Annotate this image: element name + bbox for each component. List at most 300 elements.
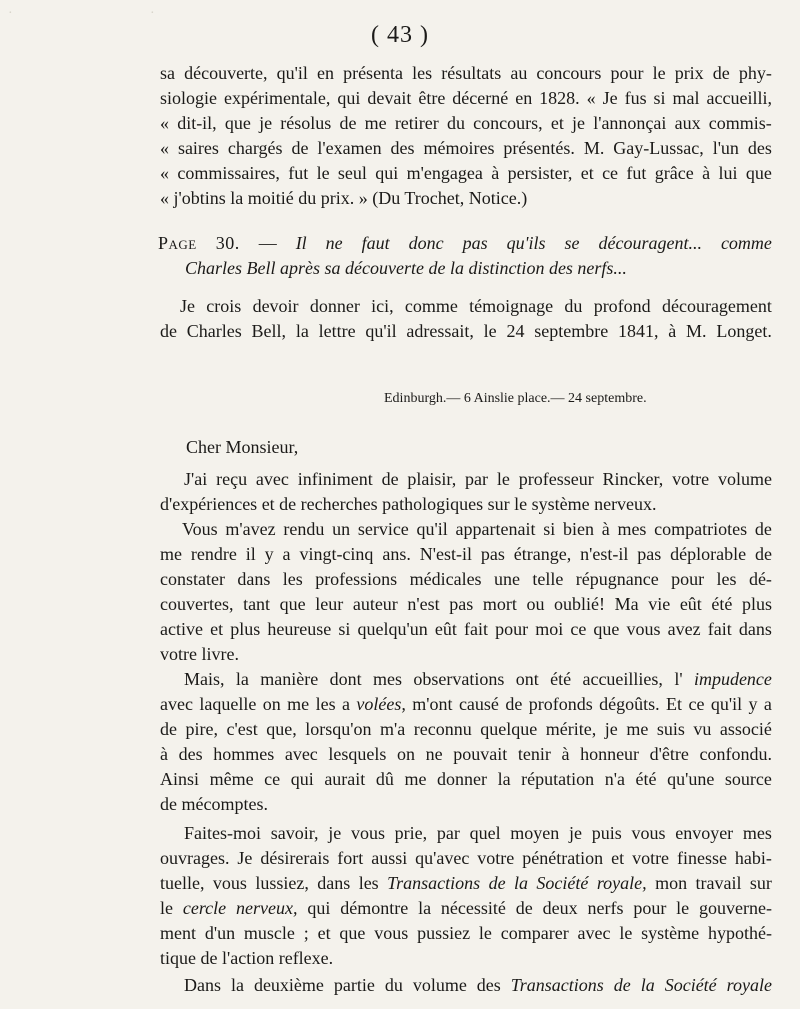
text-word: tuelle, <box>160 873 205 893</box>
text-word: une <box>493 569 520 589</box>
text-word: concours <box>536 63 602 83</box>
text-word: présentés. <box>503 138 575 158</box>
text-word: ce <box>570 619 587 639</box>
text-word: c'est <box>226 719 258 739</box>
text-word: de <box>515 898 533 918</box>
text-word: de <box>505 694 523 714</box>
text-word: a <box>282 544 291 564</box>
text-word: telle <box>532 569 564 589</box>
text-word: on <box>262 694 281 714</box>
text-word: on <box>397 744 416 764</box>
text-line <box>160 897 772 919</box>
text-word: lettre <box>318 321 356 341</box>
text-word: par <box>465 469 489 489</box>
text-word: ou <box>526 594 545 614</box>
text-word: « <box>586 88 596 108</box>
text-word: été <box>635 769 657 789</box>
text-word: que <box>593 619 620 639</box>
text-word: dé- <box>748 569 772 589</box>
text-word: reconnu <box>413 719 472 739</box>
text-word: bien <box>562 519 594 539</box>
text-word: et <box>317 923 331 943</box>
text-word: des <box>747 138 772 158</box>
text-word: nerfs <box>587 898 624 918</box>
text-word: phy- <box>738 63 772 83</box>
text-word: dégoûts. <box>599 694 660 714</box>
text-word: pas <box>480 544 505 564</box>
text-word: vous <box>626 619 661 639</box>
text-word: vu <box>693 719 712 739</box>
text-word: le <box>496 469 510 489</box>
text-word: quelque <box>480 719 538 739</box>
text-word: vie <box>648 594 671 614</box>
text-word: pouvait <box>453 744 508 764</box>
text-word: saires <box>177 138 219 158</box>
text-word: plus <box>741 594 772 614</box>
text-word: fut <box>626 163 647 183</box>
text-word: me <box>404 769 427 789</box>
text-word: découragement <box>661 296 772 316</box>
text-word: accueilli, <box>706 88 772 108</box>
text-word: deux <box>542 898 578 918</box>
text-word: un <box>332 519 351 539</box>
text-word: en <box>316 63 334 83</box>
text-line <box>160 618 772 640</box>
text-segment: d'expériences et de recherches pathologiques sur le système nerveux. <box>160 494 657 514</box>
text-word: royale, <box>596 873 647 893</box>
text-word: Je <box>237 848 253 868</box>
text-word: mérite, <box>545 719 597 739</box>
text-word: du <box>446 113 465 133</box>
text-word: du <box>564 296 583 316</box>
text-word: 24 <box>506 321 525 341</box>
text-word: professeur <box>518 469 594 489</box>
text-word: résultats <box>441 63 502 83</box>
text-word: Et <box>666 694 683 714</box>
text-word: ce <box>688 694 705 714</box>
text-word: Page <box>158 233 197 253</box>
text-word: cercle <box>182 898 227 918</box>
text-line <box>160 162 772 184</box>
edge-mark: · <box>150 6 155 21</box>
text-word: Ma <box>614 594 639 614</box>
text-word: de <box>160 321 177 341</box>
text-word: je <box>569 823 583 843</box>
text-word: témoignage <box>469 296 554 316</box>
text-word: qu'ils <box>506 233 546 253</box>
text-word: décerné <box>452 88 509 108</box>
text-word: Bell, <box>251 321 287 341</box>
text-word: mort <box>482 594 517 614</box>
edge-mark: · <box>8 6 13 21</box>
text-word: nécessité <box>440 898 506 918</box>
text-line <box>160 568 772 590</box>
text-word: aussi <box>371 848 408 868</box>
text-word: avez <box>667 619 701 639</box>
text-word: adressait, <box>406 321 474 341</box>
text-word: mémoires <box>423 138 495 158</box>
text-word: commissaires, <box>177 163 280 183</box>
text-word: de <box>754 544 772 564</box>
text-word: oublié! <box>554 594 606 614</box>
text-word: reçu <box>216 469 248 489</box>
text-line <box>160 187 527 209</box>
text-word: fait <box>707 619 732 639</box>
text-word: moyen <box>510 823 560 843</box>
text-word: présenta <box>343 63 404 83</box>
text-word: gouverne- <box>699 898 772 918</box>
text-word: associé <box>719 719 772 739</box>
text-line <box>184 822 772 844</box>
text-word: de <box>291 138 309 158</box>
text-word: je <box>572 113 586 133</box>
text-word: Rincker, <box>602 469 664 489</box>
text-word: se <box>564 233 580 253</box>
text-word: 1828. <box>539 88 580 108</box>
text-word: eût <box>434 619 457 639</box>
text-word: ce <box>264 769 281 789</box>
text-word: pas <box>462 233 488 253</box>
text-line <box>160 593 772 615</box>
text-word: et <box>550 113 564 133</box>
text-word: comme <box>720 233 772 253</box>
text-word: Société <box>536 873 589 893</box>
text-word: je <box>328 823 342 843</box>
text-line <box>160 793 268 815</box>
text-word: a <box>341 694 350 714</box>
text-segment: de mécomptes. <box>160 794 268 814</box>
text-word: votre <box>632 848 670 868</box>
text-word: nerveux, <box>236 898 298 918</box>
text-word: expérimentale, <box>223 88 331 108</box>
text-word: étrange, <box>513 544 572 564</box>
text-word: le <box>160 898 173 918</box>
text-word: volume <box>412 975 467 995</box>
text-word: de <box>488 873 506 893</box>
text-word: — <box>258 233 277 253</box>
text-word: professions <box>315 569 398 589</box>
text-word: et <box>210 619 224 639</box>
text-word: réputation <box>521 769 595 789</box>
text-word: infiniment <box>297 469 373 489</box>
text-word: n'est <box>407 594 440 614</box>
text-word: finesse <box>676 848 727 868</box>
text-word: à <box>668 321 677 341</box>
text-word: votre <box>477 848 515 868</box>
text-word: pour <box>671 569 705 589</box>
text-word: donc <box>408 233 444 253</box>
text-word: quel <box>469 823 501 843</box>
text-word: donner <box>437 769 488 789</box>
text-segment: « j'obtins la moitié du prix. » (Du Trochet, Notice.) <box>160 188 528 208</box>
text-word: si <box>338 619 351 639</box>
text-word: y <box>748 694 758 714</box>
text-word: être <box>418 88 446 108</box>
text-word: les <box>315 694 336 714</box>
text-word: qui <box>337 88 361 108</box>
text-word: n'est-il <box>580 544 629 564</box>
text-word: aux <box>674 113 701 133</box>
text-word: mon <box>655 873 688 893</box>
text-word: des <box>178 744 203 764</box>
text-word: la <box>418 898 432 918</box>
text-word: Dans <box>184 975 221 995</box>
text-line <box>186 436 298 458</box>
text-word: ment <box>160 923 196 943</box>
text-word: que <box>224 113 251 133</box>
text-word: avec <box>577 923 611 943</box>
text-word: grâce <box>654 163 694 183</box>
text-word: appartenait <box>455 519 536 539</box>
text-word: d'être <box>649 744 689 764</box>
text-word: « <box>160 113 169 133</box>
text-word: l'examen <box>317 138 382 158</box>
text-word: lesquels <box>328 744 387 764</box>
text-word: dans <box>738 619 772 639</box>
page-number: ( 43 ) <box>371 22 429 48</box>
text-word: ce <box>602 163 619 183</box>
text-word: lussiez, <box>255 873 309 893</box>
text-word: volées, <box>356 694 406 714</box>
text-word: N'est-il <box>419 544 472 564</box>
text-word: les <box>358 873 379 893</box>
text-word: à <box>601 519 610 539</box>
text-word: de <box>339 113 357 133</box>
text-word: si <box>653 88 666 108</box>
text-word: confondu. <box>699 744 772 764</box>
text-word: dans <box>317 873 351 893</box>
text-word: fus <box>624 88 647 108</box>
text-word: qui <box>375 163 399 183</box>
text-word: Il <box>295 233 307 253</box>
text-line <box>158 232 772 254</box>
text-word: le <box>619 923 633 943</box>
text-word: de <box>712 63 730 83</box>
text-word: donner <box>309 296 360 316</box>
text-word: à <box>561 744 570 764</box>
text-word: causé <box>458 694 499 714</box>
text-word: vous <box>374 923 409 943</box>
text-word: avec <box>160 694 193 714</box>
text-word: la <box>295 321 309 341</box>
text-word: vous <box>350 823 385 843</box>
text-word: que <box>339 923 366 943</box>
text-word: ont <box>515 669 539 689</box>
text-word: l'un <box>712 138 739 158</box>
text-word: m'ont <box>412 694 453 714</box>
text-word: même <box>209 769 254 789</box>
text-word: « <box>160 138 169 158</box>
text-line <box>160 847 772 869</box>
text-word: seul <box>337 163 367 183</box>
text-word: de <box>754 519 772 539</box>
text-word: la <box>497 769 511 789</box>
text-word: déplorable <box>670 544 747 564</box>
text-word: pour <box>495 619 529 639</box>
text-word: profond <box>593 296 651 316</box>
text-word: le <box>676 898 690 918</box>
text-word: en <box>515 88 533 108</box>
text-word: à <box>491 163 500 183</box>
text-word: pas <box>637 544 662 564</box>
text-word: du <box>384 975 403 995</box>
text-word: moi <box>535 619 564 639</box>
text-word: hypothé- <box>707 923 772 943</box>
text-word: la <box>640 975 655 995</box>
text-word: prie, <box>394 823 428 843</box>
text-word: 30. <box>215 233 240 253</box>
text-line <box>160 87 772 109</box>
text-word: découverte, <box>184 63 268 83</box>
text-word: vous <box>212 873 247 893</box>
text-word: système <box>641 923 700 943</box>
text-segment: tique de l'action reflexe. <box>160 948 334 968</box>
text-word: qu'il <box>710 694 743 714</box>
text-line <box>182 518 772 540</box>
text-segment: Cher Monsieur, <box>186 437 299 457</box>
text-word: me <box>160 544 182 564</box>
text-word: les <box>716 569 737 589</box>
text-line <box>160 137 772 159</box>
text-word: répugnance <box>575 569 659 589</box>
text-word: rendre <box>190 544 237 564</box>
text-word: fort <box>337 848 364 868</box>
text-word: plaisir, <box>407 469 457 489</box>
text-word: tant <box>243 594 271 614</box>
text-word: honneur <box>580 744 640 764</box>
text-word: ici, <box>371 296 394 316</box>
text-line <box>185 257 627 279</box>
text-word: qui <box>307 898 331 918</box>
text-word: résolus <box>280 113 332 133</box>
text-word: la <box>513 873 528 893</box>
text-word: la <box>230 975 244 995</box>
text-word: concours, <box>473 113 543 133</box>
text-word: m'avez <box>225 519 276 539</box>
text-word: partie <box>333 975 375 995</box>
text-word: le <box>316 163 330 183</box>
text-word: impudence <box>693 669 772 689</box>
text-line <box>184 974 772 996</box>
text-word: avec <box>284 744 318 764</box>
text-word: des <box>476 975 501 995</box>
text-word: pussiez <box>417 923 471 943</box>
text-word: qu'une <box>667 769 715 789</box>
text-word: de <box>381 469 399 489</box>
text-word: avec <box>255 469 289 489</box>
text-word: Ainsi <box>160 769 200 789</box>
text-word: faut <box>361 233 390 253</box>
text-word: par <box>436 823 460 843</box>
text-word: Vous <box>182 519 218 539</box>
text-word: Charles <box>186 321 242 341</box>
text-word: démontre <box>340 898 409 918</box>
text-line <box>184 668 772 690</box>
text-line <box>160 947 333 969</box>
text-word: couvertes, <box>160 594 234 614</box>
text-word: qu'il <box>365 321 397 341</box>
text-word: qui <box>290 769 314 789</box>
text-word: sur <box>749 873 772 893</box>
text-word: ne <box>325 233 343 253</box>
text-word: été <box>550 669 572 689</box>
text-line <box>160 718 772 740</box>
text-word: retirer <box>394 113 439 133</box>
text-word: tenir <box>517 744 551 764</box>
text-word: les <box>282 569 303 589</box>
text-word: lorsqu'on <box>305 719 372 739</box>
text-word: l'annonçai <box>593 113 667 133</box>
text-word: quelqu'un <box>357 619 428 639</box>
text-line <box>160 743 772 765</box>
text-word: accueillies, <box>582 669 663 689</box>
text-word: royale <box>726 975 772 995</box>
text-word: ans. <box>382 544 411 564</box>
text-word: mal <box>672 88 700 108</box>
text-word: plus <box>230 619 261 639</box>
text-word: septembre <box>534 321 609 341</box>
text-word: source <box>724 769 772 789</box>
text-word: deuxième <box>253 975 324 995</box>
text-word: envoyer <box>675 823 734 843</box>
text-word: Mais, <box>184 669 225 689</box>
text-word: Gay-Lussac, <box>613 138 704 158</box>
text-word: à <box>702 163 711 183</box>
text-word: qu'il <box>276 63 308 83</box>
text-word: de <box>613 975 631 995</box>
text-line <box>160 768 772 790</box>
text-word: pas <box>449 594 474 614</box>
text-word: chargés <box>227 138 283 158</box>
text-word: puis <box>591 823 622 843</box>
text-word: dit-il, <box>177 113 217 133</box>
text-word: ouvrages. <box>160 848 230 868</box>
text-word: si <box>543 519 556 539</box>
text-word: manière <box>260 669 319 689</box>
text-word: savoir, <box>270 823 319 843</box>
text-line <box>160 320 772 342</box>
text-word: votre <box>672 469 710 489</box>
text-line <box>160 872 772 894</box>
text-word: les <box>412 63 433 83</box>
text-word: eût <box>679 594 702 614</box>
text-word: crois <box>206 296 242 316</box>
text-word: persister, <box>507 163 573 183</box>
italic-text: Charles Bell après sa découverte de la distinction des nerfs... <box>185 258 627 278</box>
text-word: « <box>160 163 169 183</box>
text-word: Je <box>180 296 195 316</box>
text-word: m'engagea <box>406 163 483 183</box>
text-word: mes <box>617 519 647 539</box>
text-word: Transactions <box>387 873 481 893</box>
text-word: mes <box>742 823 772 843</box>
text-line <box>160 693 772 715</box>
text-word: M. <box>686 321 707 341</box>
text-word: vingt-cinq <box>299 544 374 564</box>
text-word: active <box>160 619 203 639</box>
text-word: me <box>364 113 387 133</box>
text-word: commis- <box>708 113 772 133</box>
text-word: pénétration <box>522 848 604 868</box>
text-word: dû <box>375 769 394 789</box>
text-word: rendu <box>283 519 325 539</box>
text-word: que, <box>266 719 297 739</box>
text-word: à <box>160 744 168 764</box>
text-line <box>160 543 772 565</box>
text-word: des <box>390 138 415 158</box>
text-line <box>160 493 657 515</box>
text-word: me <box>287 694 310 714</box>
